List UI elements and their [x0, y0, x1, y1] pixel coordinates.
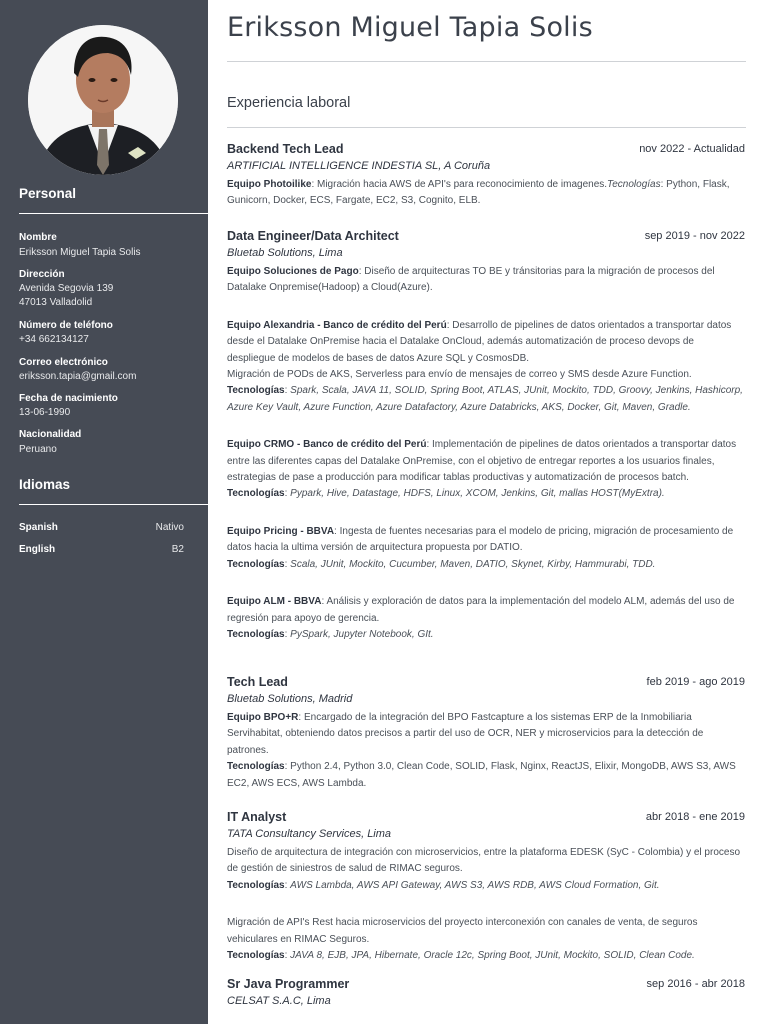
description-heading: Tecnologías [227, 761, 285, 773]
job-entry [227, 810, 745, 964]
description-heading: Equipo CRMO - Banco de crédito del Perú [227, 439, 427, 451]
field-label-name: Nombre [19, 232, 57, 243]
description-text: Spark, Scala, JAVA 11, SOLID, Spring Boot, ATLAS, JUnit, Mockito, TDD, Groovy, Jenkins, Hashicorp, Azure Key Vault, Azure Function, Azure Datafactory, Azure Databricks, AKS, Docker, Git, Maven, Gradle. [227, 385, 743, 413]
description-text: : Python 2.4, Python 3.0, Clean Code, SOLID, Flask, Nginx, ReactJS, Elixir, MongoDB, AWS S3, AWS EC2, AWS ECS, AWS Lambda. [227, 761, 736, 789]
paragraph-gap [227, 416, 745, 432]
description-text: : [284, 385, 291, 397]
description-text: : Diseño de arquitecturas TO BE y tránsitorias para la migración de procesos del Datalake Onpremise(Hadoop) a Cloud(Azure). [227, 266, 715, 294]
job-title: Data Engineer/Data Architect [227, 229, 399, 243]
field-value-birthdate: 13-06-1990 [19, 407, 71, 418]
job-description [227, 594, 745, 627]
job-description [227, 627, 745, 643]
languages-divider [19, 504, 208, 505]
description-heading: Equipo ALM - BBVA [227, 596, 322, 608]
description-text: Diseño de arquitectura de integración con microservicios, entre la plataforma EDESK (SyC - Colombia) y el proceso de gestión de siniestros de salud de RIMAC seguros. [227, 847, 741, 875]
language-name-spanish: Spanish [19, 522, 58, 533]
language-level-english: B2 [171, 544, 184, 555]
job-description [227, 437, 745, 470]
job-entry [227, 977, 745, 1007]
description-text: : Ingesta de fuentes necesarias para el modelo de pricing, migración de procesamiento de datos hacia la ultima versión de arquitectura propuesta por DATIO. [227, 525, 734, 554]
description-heading: Tecnologías [227, 385, 285, 397]
job-company: ARTIFICIAL INTELLIGENCE INDESTIA SL, A Coruña [227, 160, 491, 172]
field-value-nationality: Peruano [19, 444, 57, 455]
description-text: : Desarrollo de pipelines de datos orientados a transportar datos desde el Datalake OnPremise hacia el Datalake OnCloud, además automatización de proceso devops de despliegue de modelos de bases de datos Azure SQL y CosmosDB. [227, 319, 732, 364]
job-entry [227, 229, 745, 643]
job-entry [227, 675, 745, 792]
description-text: : [284, 950, 291, 962]
job-description [227, 878, 745, 894]
job-description [227, 470, 745, 486]
job-description [227, 524, 745, 557]
job-description [227, 557, 745, 573]
job-description [227, 264, 745, 297]
job-description [227, 367, 745, 383]
job-title: Sr Java Programmer [227, 977, 350, 991]
field-value-address-line2: 47013 Valladolid [19, 297, 93, 308]
description-text: : Migración hacia AWS de API's para reconocimiento de imagenes. [311, 179, 608, 190]
description-text: AWS Lambda, AWS API Gateway, AWS S3, AWS RDB, AWS Cloud Formation, Git. [290, 879, 660, 891]
candidate-name: Eriksson Miguel Tapia Solis [227, 12, 593, 43]
field-label-nationality: Nacionalidad [19, 429, 82, 440]
job-description [227, 845, 745, 878]
language-level-spanish: Nativo [155, 522, 184, 533]
job-company: TATA Consultancy Services, Lima [227, 828, 392, 840]
description-text: Tecnologías [607, 179, 661, 190]
personal-divider [19, 213, 208, 214]
job-description [227, 759, 745, 792]
field-label-email: Correo electrónico [19, 357, 108, 368]
description-text: Migración de PODs de AKS, Serverless para envío de mensajes de correo y SMS desde Azure Function. [227, 369, 692, 381]
job-company: Bluetab Solutions, Madrid [227, 693, 353, 705]
job-date: nov 2022 - Actualidad [639, 143, 745, 155]
description-text: : [284, 558, 291, 570]
description-text: : Encargado de la integración del BPO Fastcapture a los sistemas ERP de la Inmobiliaria Servihabitat, obteniendo datos precisos a partir del uso de OCR, NER y microservicios para la detección de patrones. [227, 712, 704, 756]
description-heading: Tecnologías [227, 488, 285, 500]
description-text: PySpark, Jupyter Notebook, GIt. [290, 628, 434, 640]
language-name-english: English [19, 544, 56, 555]
description-text: : [284, 488, 291, 500]
description-heading: Tecnologías [227, 628, 285, 640]
job-entry [227, 142, 745, 210]
description-heading: Tecnologías [227, 879, 285, 891]
description-text: JAVA 8, EJB, JPA, Hibernate, Oracle 12c, Spring Boot, JUnit, Mockito, SOLID, Clean Code. [290, 950, 695, 962]
job-title: Backend Tech Lead [227, 142, 344, 156]
job-description [227, 486, 745, 502]
experience-section-title: Experiencia laboral [227, 95, 351, 111]
languages-section-title: Idiomas [19, 477, 71, 492]
job-date: abr 2018 - ene 2019 [645, 811, 745, 823]
field-label-address: Dirección [19, 269, 65, 280]
paragraph-gap [227, 573, 745, 589]
paragraph-gap [227, 894, 745, 910]
job-description [227, 710, 745, 759]
job-description [227, 318, 745, 367]
job-company: Bluetab Solutions, Lima [227, 247, 343, 259]
description-text: Scala, JUnit, Mockito, Cucumber, Maven, DATIO, Skynet, Kirby, Hammurabi, TDD. [290, 558, 656, 570]
description-heading: Equipo Photoilike [227, 179, 312, 190]
field-value-name: Eriksson Miguel Tapia Solis [19, 247, 141, 258]
description-heading: Tecnologías [227, 558, 285, 570]
field-value-address-line1: Avenida Segovia 139 [19, 283, 114, 294]
description-heading: Tecnologías [227, 950, 285, 962]
job-title: IT Analyst [227, 810, 287, 824]
field-value-email: eriksson.tapia@gmail.com [19, 371, 137, 382]
paragraph-gap [227, 297, 745, 313]
description-heading: Equipo Pricing - BBVA [227, 525, 335, 537]
job-description [227, 915, 745, 948]
name-divider [227, 61, 746, 62]
description-text: : Python, Flask, Gunicorn, Docker, ECS, Fargate, EC2, S3, Cognito, ELB. [227, 179, 730, 207]
job-description [227, 948, 745, 964]
job-title: Tech Lead [227, 675, 288, 689]
job-description [227, 177, 745, 210]
description-heading: Equipo Alexandria - Banco de crédito del Perú [227, 319, 447, 331]
sidebar [0, 0, 208, 1024]
description-text: estrategias de pase a producción para modificar tablas productivas y automatización de procesos batch. [227, 472, 689, 484]
job-date: sep 2019 - nov 2022 [644, 230, 745, 242]
personal-section-title: Personal [19, 186, 77, 201]
description-text: : Análisis y exploración de datos para la implementación del modelo ALM, además del uso de regresión para apoyo de gerencia. [227, 596, 735, 624]
field-label-birthdate: Fecha de nacimiento [19, 393, 118, 404]
field-value-phone: +34 662134127 [19, 334, 89, 345]
job-date: feb 2019 - ago 2019 [646, 676, 745, 688]
description-text: : [284, 879, 291, 891]
job-company: CELSAT S.A.C, Lima [227, 995, 331, 1007]
job-date: sep 2016 - abr 2018 [646, 978, 745, 990]
experience-divider [227, 127, 746, 128]
profile-photo [28, 25, 178, 175]
description-heading: Equipo Soluciones de Pago [227, 266, 359, 277]
description-text: : Implementación de pipelines de datos orientados a transportar datos entre las diferentes capas del Datalake OnPremise, con el objetivo de entregar reportes a los usuarios finales, [227, 439, 737, 467]
description-text: Migración de API's Rest hacia microservicios del proyecto interconexión con canales de venta, de seguros vehiculares en RIMAC Seguros. [227, 917, 698, 945]
field-label-phone: Número de teléfono [19, 320, 113, 331]
description-text: Pypark, Hive, Datastage, HDFS, Linux, XCOM, Jenkins, Git, mallas HOST(MyExtra). [290, 488, 665, 500]
description-text: : [284, 628, 291, 640]
paragraph-gap [227, 503, 745, 519]
job-description [227, 383, 745, 416]
portrait-image [28, 25, 178, 175]
description-heading: Equipo BPO+R [227, 712, 299, 723]
